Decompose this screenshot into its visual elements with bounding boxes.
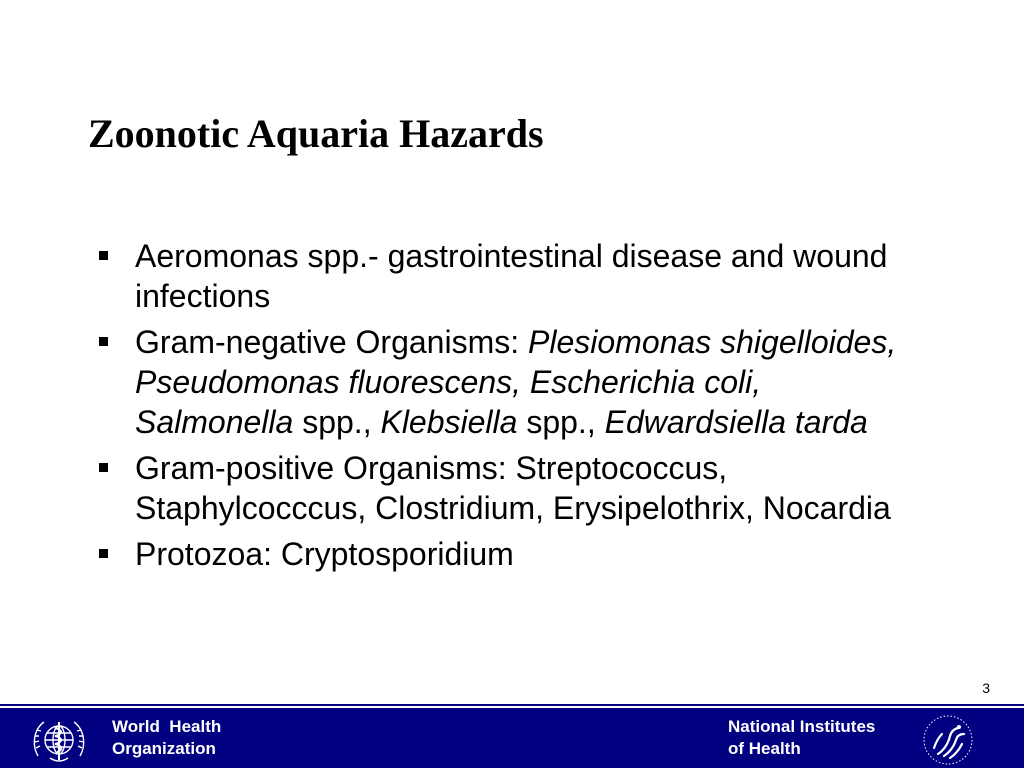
bullet-item xyxy=(96,322,916,442)
hhs-eagle-icon xyxy=(920,714,976,766)
bullet-text: Gram-negative Organisms: xyxy=(135,324,529,360)
bullet-text: Aeromonas spp.- gastrointestinal disease and wound infections xyxy=(135,238,888,314)
bullet-list xyxy=(96,236,916,580)
footer-divider xyxy=(0,704,1024,706)
nih-name-line1: National Institutes xyxy=(728,717,876,736)
bullet-text-italic: Plesiomonas shigelloides, Pseudomonas fluorescens, Escherichia coli, Salmonella xyxy=(135,324,897,440)
bullet-square-icon xyxy=(99,549,108,558)
bullet-text-italic: Klebsiella xyxy=(380,404,518,440)
bullet-item xyxy=(96,236,916,316)
nih-name xyxy=(728,716,875,760)
who-name-line2: Organization xyxy=(112,739,216,758)
bullet-square-icon xyxy=(99,463,108,472)
footer-bar xyxy=(0,708,1024,768)
page-number: 3 xyxy=(982,680,990,696)
bullet-text-italic: Edwardsiella tarda xyxy=(604,404,868,440)
slide-title: Zoonotic Aquaria Hazards xyxy=(88,111,544,156)
bullet-item xyxy=(96,534,916,574)
who-name xyxy=(112,716,221,760)
nih-name-line2: of Health xyxy=(728,739,801,758)
bullet-text: Gram-positive Organisms: Streptococcus, Staphylcocccus, Clostridium, Erysipelothrix, Nocardia xyxy=(135,450,891,526)
who-emblem-icon xyxy=(30,718,88,762)
bullet-text: spp., xyxy=(517,404,605,440)
bullet-square-icon xyxy=(99,251,108,260)
bullet-text: Protozoa: Cryptosporidium xyxy=(135,536,514,572)
bullet-text: spp., xyxy=(293,404,381,440)
bullet-square-icon xyxy=(99,337,108,346)
who-name-line1: World Health xyxy=(112,717,222,736)
bullet-item xyxy=(96,448,916,528)
